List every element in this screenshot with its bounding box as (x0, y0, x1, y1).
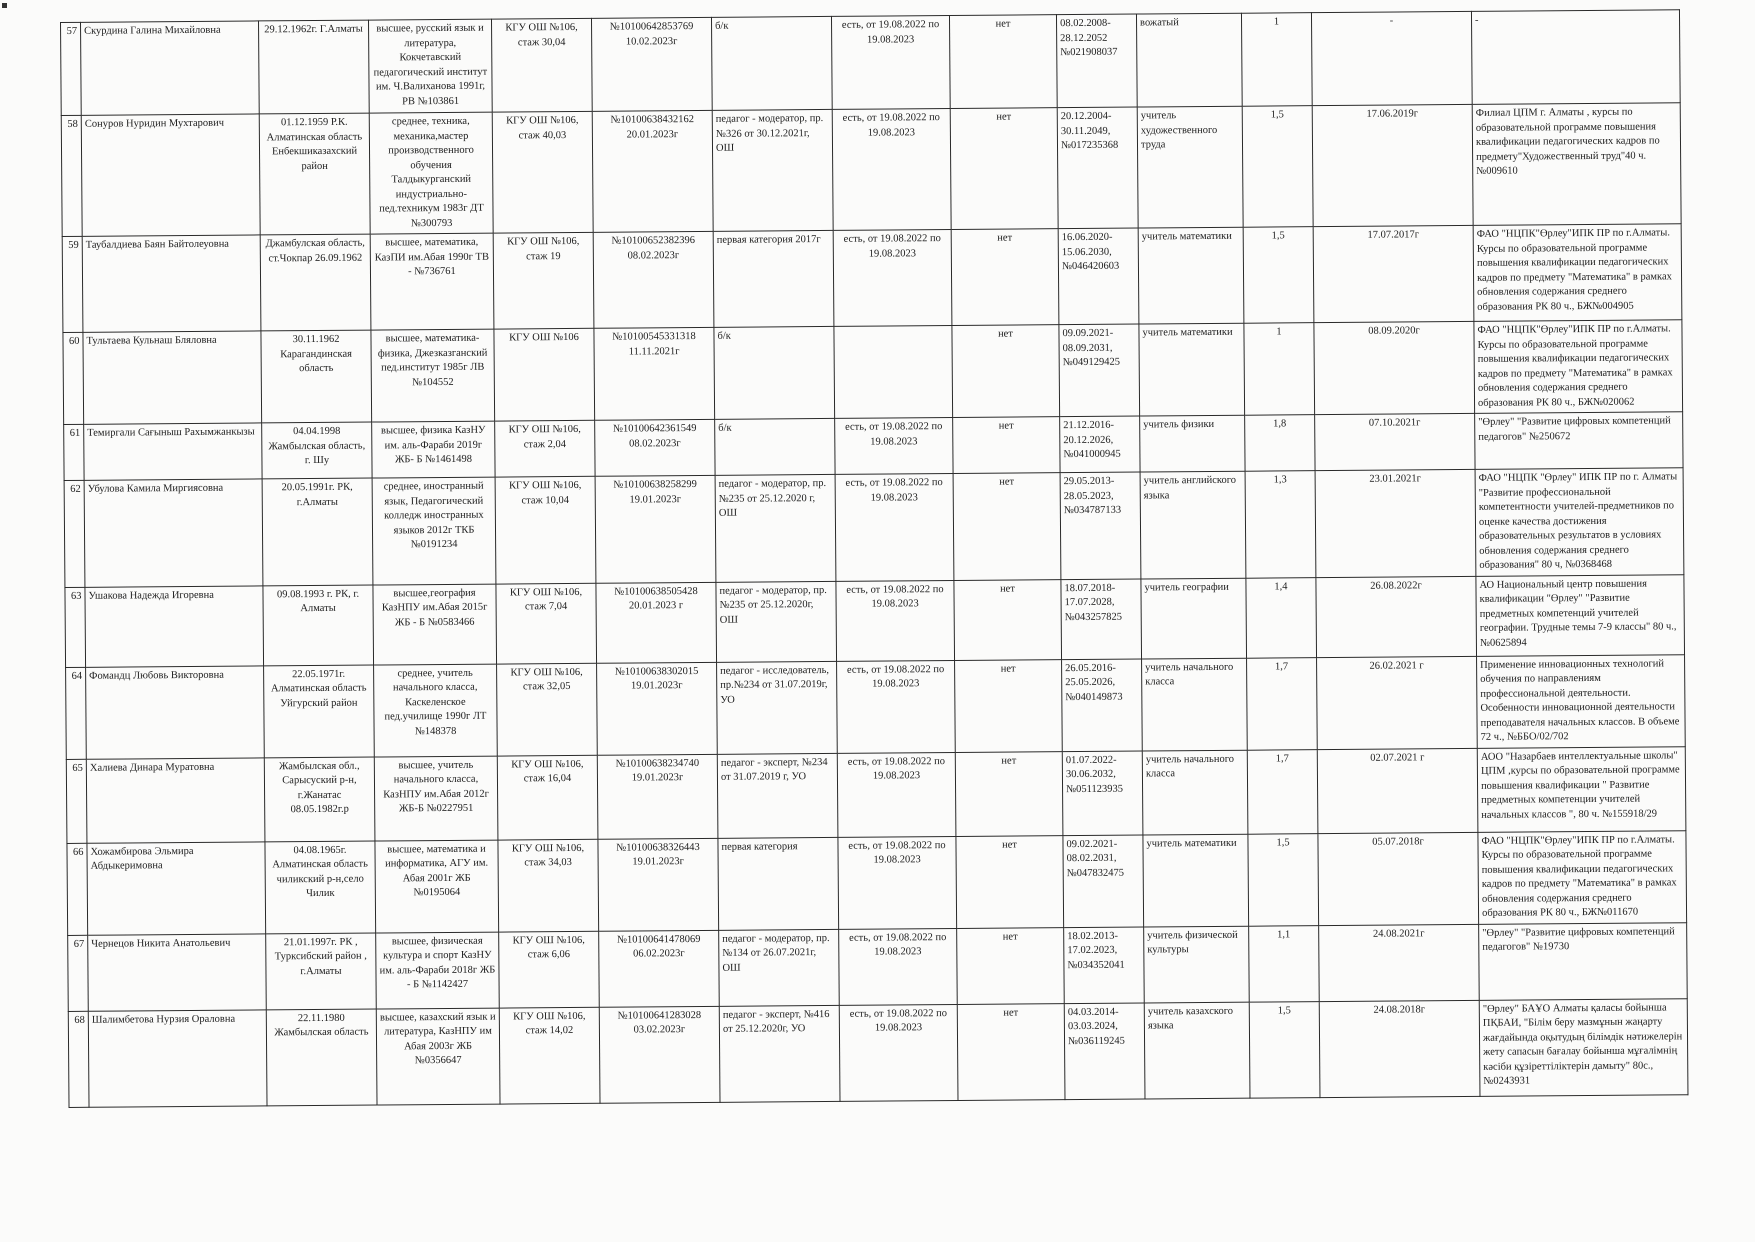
workplace-info: КГУ ОШ №106, стаж 14,02 (499, 1007, 600, 1104)
attestation-info: есть, от 19.08.2022 по 19.08.2023 (831, 16, 950, 110)
violations-flag: нет (957, 1003, 1065, 1100)
row-number: 61 (64, 424, 84, 480)
violations-flag: нет (953, 417, 1060, 474)
workplace-info: КГУ ОШ №106, стаж 6,06 (499, 931, 600, 1008)
qualification-category: педагог - эксперт, №416 от 25.12.2020г, УО (719, 1005, 840, 1102)
education-info: высшее, казахский язык и литература, КазНПУ им Абая 2003г ЖБ №0356647 (376, 1008, 500, 1105)
row-number: 60 (63, 332, 84, 424)
table-row (61, 103, 1681, 237)
education-info: высшее,география КазНПУ им.Абая 2015г ЖБ - Б №0583466 (373, 584, 497, 665)
qualification-category: педагог - эксперт, №234 от 31.07.2019 г, УО (717, 753, 838, 838)
table-row (66, 654, 1686, 759)
course-info: ФАО "НЦПК"Өрлеу"ИПК ПР по г.Алматы. Курсы по образовательной программе повышения квалификации педагогических кадров по предмету "Математика" в рамках обновления содержания среднего образования РК 80 ч., БЖ№020062 (1474, 320, 1683, 414)
employee-name: Сонуров Нуридин Мухтарович (81, 114, 260, 236)
violations-flag: нет (952, 325, 1060, 418)
table-row (62, 224, 1682, 333)
certificate-period: 09.02.2021-08.02.2031, №047832475 (1063, 835, 1144, 928)
qualification-category: б/к (715, 418, 835, 475)
table-row (61, 10, 1681, 116)
course-date: 17.07.2017г (1313, 225, 1474, 322)
teaching-load: 1,1 (1249, 925, 1320, 1002)
education-info: высшее, физическая культура и спорт КазНУ им. аль-Фараби 2018г ЖБ - Б №1142427 (376, 932, 500, 1009)
certificate-number: №10100545331318 11.11.2021г (594, 327, 715, 420)
position-title: учитель начального класса (1142, 658, 1248, 751)
row-number: 58 (61, 115, 82, 236)
attestation-info: есть, от 19.08.2022 по 19.08.2023 (838, 836, 957, 929)
attestation-info: есть, от 19.08.2022 по 19.08.2023 (839, 1004, 958, 1101)
attestation-info: есть, от 19.08.2022 по 19.08.2023 (836, 580, 955, 661)
education-info: высшее, физика КазНУ им. аль-Фараби 2019г ЖБ- Б №1461498 (372, 421, 495, 478)
birth-info: Джамбулская область, ст.Чокпар 26.09.1962 (260, 234, 371, 331)
qualification-category: первая категория (718, 837, 839, 930)
certificate-number: №10100652382396 08.02.2023г (593, 231, 714, 328)
certificate-number: №10100641478069 06.02.2023г (599, 930, 720, 1007)
teaching-load: 1,7 (1247, 749, 1318, 834)
staff-table (60, 9, 1688, 1107)
workplace-info: КГУ ОШ №106, стаж 2,04 (495, 420, 595, 477)
course-date: 08.09.2020г (1314, 321, 1475, 414)
employee-name: Хожамбирова Эльмира Абдыкеримовна (87, 841, 266, 934)
education-info: среднее, иностранный язык, Педагогический колледж иностранных языков 2012г ТКБ №0191234 (372, 477, 496, 584)
position-title: учитель английского языка (1140, 471, 1246, 578)
course-date: 24.08.2018г (1319, 1000, 1480, 1097)
birth-info: 29.12.1962г. Г.Алматы (258, 20, 369, 114)
course-date: 23.01.2021г (1315, 469, 1476, 577)
attestation-info: есть, от 19.08.2022 по 19.08.2023 (837, 752, 956, 837)
row-number: 68 (68, 1011, 89, 1107)
certificate-number: №10100642361549 08.02.2023г (595, 419, 715, 476)
qualification-category: педагог - модератор, пр. №235 от 25.12.2020 г, ОШ (715, 474, 836, 581)
position-title: учитель физики (1140, 415, 1245, 472)
teaching-load: 1,3 (1245, 471, 1316, 578)
table-row (65, 574, 1685, 667)
qualification-category: б/к (711, 16, 832, 110)
workplace-info: КГУ ОШ №106, стаж 19 (493, 232, 594, 329)
violations-flag: нет (953, 473, 1061, 580)
course-info: - (1471, 10, 1680, 105)
employee-name: Фомандц Любовь Викторовна (86, 665, 265, 758)
row-number: 67 (68, 935, 89, 1011)
employee-name: Таубалдиева Баян Байтолеуовна (82, 235, 261, 332)
table-row (68, 998, 1688, 1107)
teaching-load: 1,5 (1248, 833, 1319, 926)
attestation-info: есть, от 19.08.2022 по 19.08.2023 (835, 473, 954, 580)
employee-name: Скурдина Галина Михайловна (81, 21, 260, 115)
scan-corner-mark (2, 3, 7, 8)
certificate-number: №10100638505428 20.01.2023 г (596, 582, 717, 663)
table-row (66, 746, 1686, 843)
row-number: 57 (61, 22, 82, 115)
workplace-info: КГУ ОШ №106 (494, 328, 595, 421)
qualification-category: педагог - модератор, пр. №235 от 25.12.2020г, ОШ (716, 581, 837, 662)
certificate-period: 29.05.2013-28.05.2023, №034787133 (1060, 472, 1141, 579)
certificate-period: 26.05.2016-25.05.2026, №040149873 (1062, 659, 1143, 752)
violations-flag: нет (955, 751, 1063, 836)
education-info: высшее, учитель начального класса, КазНПУ им.Абая 2012г ЖБ-Б №0227951 (374, 756, 498, 841)
row-number: 66 (67, 843, 88, 935)
birth-info: Жамбылская обл., Сарысуский р-н, г.Жанатас 08.05.1982г.р (264, 757, 375, 842)
certificate-number: №10100638432162 20.01.2023г (592, 110, 713, 232)
violations-flag: нет (954, 579, 1062, 660)
violations-flag: нет (950, 108, 1058, 230)
teaching-load: 1,5 (1249, 1001, 1320, 1098)
birth-info: 04.04.1998 Жамбылская область, г. Шу (262, 422, 372, 479)
workplace-info: КГУ ОШ №106, стаж 7,04 (496, 583, 597, 664)
birth-info: 20.05.1991г. РК, г.Алматы (262, 478, 373, 585)
course-date: 17.06.2019г (1312, 104, 1473, 226)
workplace-info: КГУ ОШ №106, стаж 30,04 (491, 18, 592, 112)
course-date: 24.08.2021г (1319, 924, 1480, 1001)
birth-info: 09.08.1993 г. РК, г. Алматы (263, 585, 374, 666)
position-title: учитель географии (1141, 578, 1247, 659)
education-info: среднее, учитель начального класса, Каскеленское пед.училище 1990г ЛТ №148378 (374, 664, 498, 757)
table-row (68, 922, 1688, 1011)
certificate-period: 18.07.2018-17.07.2028, №043257825 (1061, 579, 1142, 660)
workplace-info: КГУ ОШ №106, стаж 40,03 (492, 111, 593, 233)
attestation-info: есть, от 19.08.2022 по 19.08.2023 (839, 928, 958, 1005)
position-title: учитель физической культуры (1144, 926, 1250, 1003)
row-number: 62 (64, 480, 85, 587)
qualification-category: первая категория 2017г (713, 230, 834, 327)
teaching-load: 1,8 (1245, 415, 1315, 472)
row-number: 65 (66, 759, 87, 843)
violations-flag: нет (957, 927, 1065, 1004)
position-title: учитель начального класса (1142, 750, 1248, 835)
workplace-info: КГУ ОШ №106, стаж 16,04 (497, 755, 598, 840)
employee-name: Темиргали Сағыныш Рахымжанкызы (84, 423, 262, 480)
attestation-info: есть, от 19.08.2022 по 19.08.2023 (832, 109, 951, 231)
course-date: - (1311, 11, 1472, 105)
certificate-period: 08.02.2008-28.12.2052 №021908037 (1056, 14, 1137, 108)
workplace-info: КГУ ОШ №106, стаж 34,03 (498, 839, 599, 932)
employee-name: Чернецов Никита Анатольевич (88, 933, 267, 1010)
teaching-load: 1,7 (1247, 657, 1318, 750)
attestation-info: есть, от 19.08.2022 по 19.08.2023 (835, 418, 953, 475)
birth-info: 22.11.1980 Жамбылская область (266, 1009, 377, 1106)
education-info: высшее, русский язык и литература, Кокчетавский педагогический институт им. Ч.Валиханова 1991г, РВ №103861 (368, 19, 492, 113)
position-title: учитель казахского языка (1144, 1002, 1250, 1099)
course-info: Применение инновационных технологий обучения по направлениям профессиональной деятельности. Особенности инновационной деятельности преподавателя начальных классов. В объеме 72 ч., №ББО/02/702 (1477, 654, 1686, 748)
violations-flag: нет (949, 15, 1057, 109)
violations-flag: нет (956, 835, 1064, 928)
qualification-category: б/к (714, 326, 835, 419)
course-info: ФАО "НЦПК"Өрлеу"ИПК ПР по г.Алматы. Курсы по образовательной программе повышения квалификации педагогических кадров по предмету "Математика" в рамках обновления содержания среднего образования РК 80 ч., БЖ№004905 (1473, 224, 1682, 322)
employee-name: Шалимбетова Нурзия Ораловна (88, 1009, 267, 1106)
position-title: учитель математики (1143, 834, 1249, 927)
qualification-category: педагог - модератор, пр. №326 от 30.12.2021г, ОШ (712, 109, 833, 231)
teaching-load: 1 (1244, 323, 1315, 416)
course-date: 07.10.2021г (1315, 413, 1475, 470)
course-date: 26.02.2021 г (1317, 656, 1478, 749)
birth-info: 22.05.1971г. Алматинская область Уйгурский район (264, 665, 375, 758)
certificate-period: 09.09.2021-08.09.2031, №049129425 (1059, 324, 1140, 417)
education-info: высшее, математика, КазПИ им.Абая 1990г ТВ - №736761 (370, 233, 494, 330)
attestation-info: есть, от 19.08.2022 по 19.08.2023 (837, 660, 956, 753)
certificate-number: №10100638258299 19.01.2023г (595, 475, 716, 582)
certificate-period: 18.02.2013-17.02.2023, №034352041 (1064, 927, 1145, 1004)
qualification-category: педагог - модератор, пр. №134 от 26.07.2021г, ОШ (719, 929, 840, 1006)
table-row (64, 468, 1684, 587)
education-info: высшее, математика-физика, Джезказганский пед.институт 1985г ЛВ №104552 (371, 329, 495, 422)
course-info: Филиал ЦПМ г. Алматы , курсы по образовательной программе повышения квалификации педагогических кадров по предмету"Художественный труд"40 ч. №009610 (1472, 103, 1681, 226)
attestation-info (834, 326, 953, 419)
workplace-info: КГУ ОШ №106, стаж 10,04 (495, 476, 596, 583)
birth-info: 21.01.1997г. РК , Турксибский район , г.Алматы (266, 933, 377, 1010)
certificate-number: №10100638326443 19.01.2023г (598, 838, 719, 931)
course-date: 26.08.2022г (1316, 576, 1477, 657)
workplace-info: КГУ ОШ №106, стаж 32,05 (497, 663, 598, 756)
certificate-number: №10100638234740 19.01.2023г (597, 754, 718, 839)
certificate-number: №10100642853769 10.02.2023г (591, 17, 712, 111)
certificate-number: №10100641283028 03.02.2023г (599, 1006, 720, 1103)
row-number: 59 (62, 236, 83, 332)
certificate-number: №10100638302015 19.01.2023г (597, 662, 718, 755)
course-date: 05.07.2018г (1318, 832, 1479, 925)
employee-name: Ушакова Надежда Игоревна (85, 585, 264, 666)
employee-name: Халиева Динара Муратовна (86, 757, 265, 842)
course-info: "Өрлеу" "Развитие цифровых компетенций педагогов" №19730 (1479, 922, 1688, 1000)
certificate-period: 16.06.2020-15.06.2030, №046420603 (1058, 228, 1139, 325)
certificate-period: 01.07.2022-30.06.2032, №051123935 (1062, 751, 1143, 836)
violations-flag: нет (951, 229, 1059, 326)
table-row (67, 830, 1687, 935)
teaching-load: 1,5 (1243, 227, 1314, 324)
certificate-period: 04.03.2014-03.03.2024, №036119245 (1064, 1003, 1145, 1100)
teaching-load: 1 (1241, 13, 1312, 107)
employee-name: Тультаева Кульнаш Бляловна (83, 331, 262, 424)
teaching-load: 1,4 (1246, 577, 1317, 658)
table-row (63, 320, 1683, 425)
attestation-info: есть, от 19.08.2022 по 19.08.2023 (833, 230, 952, 327)
education-info: среднее, техника, механика,мастер производственного обучения Талдыкурганский индустриально-пед.техникум 1983г ДТ №300793 (369, 112, 493, 234)
employee-name: Убулова Камила Миргиясовна (84, 479, 263, 587)
staff-sheet (60, 9, 1688, 1107)
course-info: ФАО "НЦПК "Өрлеу" ИПК ПР по г. Алматы "Развитие профессиональной компетентности учителей-предметников по оценке качества достижения образовательных результатов в условиях обновления содержания среднего образования" 80 ч, №0368468 (1475, 468, 1684, 576)
row-number: 63 (65, 587, 86, 667)
teaching-load: 1,5 (1242, 106, 1313, 228)
course-info: ФАО "НЦПК"Өрлеу"ИПК ПР по г.Алматы. Курсы по образовательной программе повышения квалификации педагогических кадров по предмету "Математика" в рамках обновления содержания среднего образования РК 80 ч., БЖ№011670 (1478, 830, 1687, 924)
position-title: учитель математики (1139, 323, 1245, 416)
position-title: учитель математики (1138, 227, 1244, 324)
course-info: "Өрлеу" "Развитие цифровых компетенций педагогов" №250672 (1475, 412, 1683, 470)
row-number: 64 (66, 667, 87, 759)
birth-info: 01.12.1959 Р.К. Алматинская область Енбекшиказахский район (259, 113, 370, 235)
position-title: учитель художественного труда (1137, 106, 1243, 228)
birth-info: 30.11.1962 Карагандинская область (261, 330, 372, 423)
education-info: высшее, математика и информатика, АГУ им. Абая 2001г ЖБ №0195064 (375, 840, 499, 933)
course-info: АОО "Назарбаев интеллектуальные школы" ЦПМ ,курсы по образовательной программе повышения квалификации " Развитие предметных компетенции учителей начальных классов ", 80 ч. №155918/29 (1477, 746, 1686, 832)
violations-flag: нет (955, 659, 1063, 752)
course-info: АО Национальный центр повышения квалификации "Өрлеу" "Развитие предметных компетенций учителей географии. Трудные темы 7-9 классы" 80 ч., №0625894 (1476, 574, 1685, 656)
course-info: "Өрлеу" БАҰО Алматы қаласы бойынша ПҚБАИ, "Білім беру мазмұнын жаңарту жағдайында оқытудың білімдік нәтижелерін жету сапасын бағалау бойынша мұғалімнің кәсіби құзіреттіліктерін дамыту" 80с., №0243931 (1479, 998, 1688, 1096)
qualification-category: педагог - исследователь, пр.№234 от 31.07.2019г, УО (717, 661, 838, 754)
course-date: 02.07.2021 г (1317, 748, 1478, 833)
birth-info: 04.08.1965г. Алматинская область чиликский р-н,село Чилик (265, 841, 376, 934)
certificate-period: 21.12.2016-20.12.2026, №041000945 (1060, 416, 1140, 473)
certificate-period: 20.12.2004-30.11.2049, №017235368 (1057, 107, 1138, 229)
position-title: вожатый (1136, 13, 1242, 107)
